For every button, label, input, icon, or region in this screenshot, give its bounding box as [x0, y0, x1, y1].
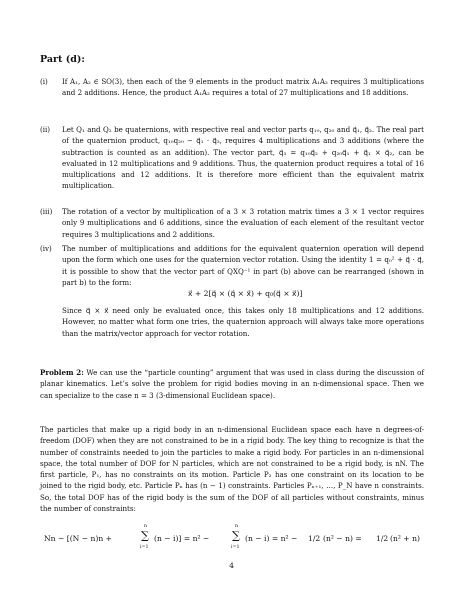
eq-middle-2: (n − i) = n² −: [245, 534, 298, 543]
rotation-equation: x⃗ + 2[q⃗ × (q⃗ × x⃗) + q₀(q⃗ × x⃗)]: [188, 289, 303, 298]
eq-middle-3: (n² − n) =: [323, 534, 362, 543]
sum-upper-limit: n: [144, 524, 148, 529]
page-number: 4: [229, 561, 234, 570]
eq-lhs: Nn − [(N − n)n +: [44, 534, 113, 543]
eq-middle-1: (n − i)] = n² −: [154, 534, 210, 543]
problem-2-paragraph: [40, 367, 424, 401]
item-text: Let Q₁ and Q₂ be quaternions, with respective real and vector parts q₁₀, q₂₀ and q⃗₁, q⃗₂. The real part of the quaternion product, q₁₀q₂₀ − q⃗₁ · q⃗₂, requires 4 multiplications and 3 additions (where the subtraction is counted as an addition). The vector part, q⃗₃ = q₁₀q⃗₂ + q₂₀q⃗₁ + q⃗₁ × q⃗₂, can be evaluated in 12 multiplications and 9 additions. Thus, the quaternion product requires a total of 16 multiplications and 12 additions. It is therefore more efficient than the equivalent matrix multiplication.: [62, 125, 424, 191]
sum-lower-limit: i=1: [140, 545, 149, 550]
summation-symbol: ∑: [141, 529, 149, 542]
dof-equation: [40, 524, 424, 554]
particle-counting-paragraph: The particles that make up a rigid body in an n-dimensional Euclidean space each have n degrees-of-freedom (DOF) when they are not constrained to be in a rigid body. The key thing to recognize is that the number of constraints needed to join the particles to make a rigid body. For particles in an n-dimensional space, the total number of DOF for N particles, which are not constrained to be a rigid body, is nN. The first particle, P₁, has no constraints on its motion. Particle P₂ has one constraint on its location to be joined to the rigid body, etc. Particle Pₙ has (n − 1) constraints. Particles Pₙ₊₁, …, P_N have n constraints. So, the total DOF has of the rigid body is the sum of the DOF of all particles without constraints, minus the number of constraints:: [40, 425, 424, 514]
fraction-half: 1/2: [308, 534, 321, 543]
eq-rhs: (n² + n): [390, 534, 420, 543]
problem-2-text: We can use the “particle counting” argument that was used in class during the discussion of planar kinematics. Let’s solve the problem for rigid bodies moving in an n-dimensional space. Then we can specialize to the case n = 3 (3-dimensional Euclidean space).: [40, 368, 424, 400]
problem-2-label: Problem 2:: [40, 368, 84, 377]
item-number: (ii): [40, 125, 51, 134]
item-text: The rotation of a vector by multiplication of a 3 × 3 rotation matrix times a 3 × 1 vector requires only 9 multiplications and 6 additions, since the evaluation of each element of the resultant vector requires 3 multiplications and 2 additions.: [62, 207, 424, 239]
list-item-iii: [40, 206, 424, 240]
item-number: (iii): [40, 207, 53, 216]
list-item-ii: [40, 124, 424, 192]
item-text: Since q⃗ × x⃗ need only be evaluated once, this takes only 18 multiplications and 12 additions. However, no matter what form one tries, the quaternion approach will always take more operations than the matrix/vector approach for vector rotation.: [62, 306, 424, 338]
item-text: If A₁, A₂ ∈ SO(3), then each of the 9 elements in the product matrix A₁A₂ requires 3 multiplications and 2 additions. Hence, the product A₁A₂ requires a total of 27 multiplications and 18 additions.: [62, 77, 424, 98]
item-text: The number of multiplications and additions for the equivalent quaternion operation will depend upon the form which one uses for the quaternion vector rotation. Using the identity 1 = q₀² + q⃗ · q⃗, it is possible to show that the vector part of QXQ⁻¹ in part (b) above can be rearranged (shown in part b) to the form:: [62, 244, 424, 287]
fraction-half: 1/2: [376, 534, 389, 543]
part-d-heading: Part (d):: [40, 54, 85, 65]
item-number: (iv): [40, 244, 52, 253]
list-item-iv: [40, 243, 424, 288]
sum-upper-limit: n: [235, 524, 239, 529]
list-item-i: [40, 76, 424, 99]
item-number: (i): [40, 77, 48, 86]
sum-lower-limit: i=1: [231, 545, 240, 550]
list-item-iv-continued: [40, 305, 424, 339]
summation-symbol: ∑: [232, 529, 240, 542]
